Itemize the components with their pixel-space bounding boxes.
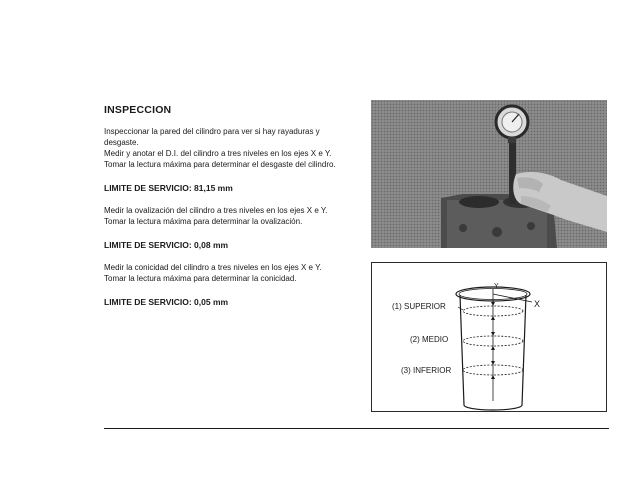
cylinder-measurement-diagram [371, 262, 607, 412]
bottom-divider [104, 428, 609, 429]
label-bottom-level: (3) INFERIOR [401, 366, 452, 375]
paragraph-measure-id: Medir y anotar el D.I. del cilindro a tres niveles en los ejes X e Y. Tomar la lectura máxima para determinar el desgaste del cilindro. [104, 149, 336, 169]
inspection-text-column [104, 104, 344, 319]
axis-y-label: Y [494, 283, 499, 290]
service-limit-ovality: LIMITE DE SERVICIO: 0,08 mm [104, 240, 229, 250]
label-top-level: (1) SUPERIOR [392, 302, 446, 311]
paragraph-ovality: Medir la ovalización del cilindro a tres niveles en los ejes X e Y. Tomar la lectura máxima para determinar la ovalización. [104, 206, 328, 226]
service-limit-taper: LIMITE DE SERVICIO: 0,05 mm [104, 297, 229, 307]
section-title: INSPECCION [104, 104, 172, 116]
bore-gauge-photo [371, 100, 607, 248]
service-limit-diameter: LIMITE DE SERVICIO: 81,15 mm [104, 183, 233, 193]
axis-x-label: X [534, 299, 541, 309]
label-middle-level: (2) MEDIO [410, 335, 449, 344]
paragraph-taper: Medir la conicidad del cilindro a tres niveles en los ejes X e Y. Tomar la lectura máxima para determinar la conicidad. [104, 263, 322, 283]
paragraph-inspect-wall: Inspeccionar la pared del cilindro para ver si hay rayaduras y desgaste. [104, 127, 320, 147]
